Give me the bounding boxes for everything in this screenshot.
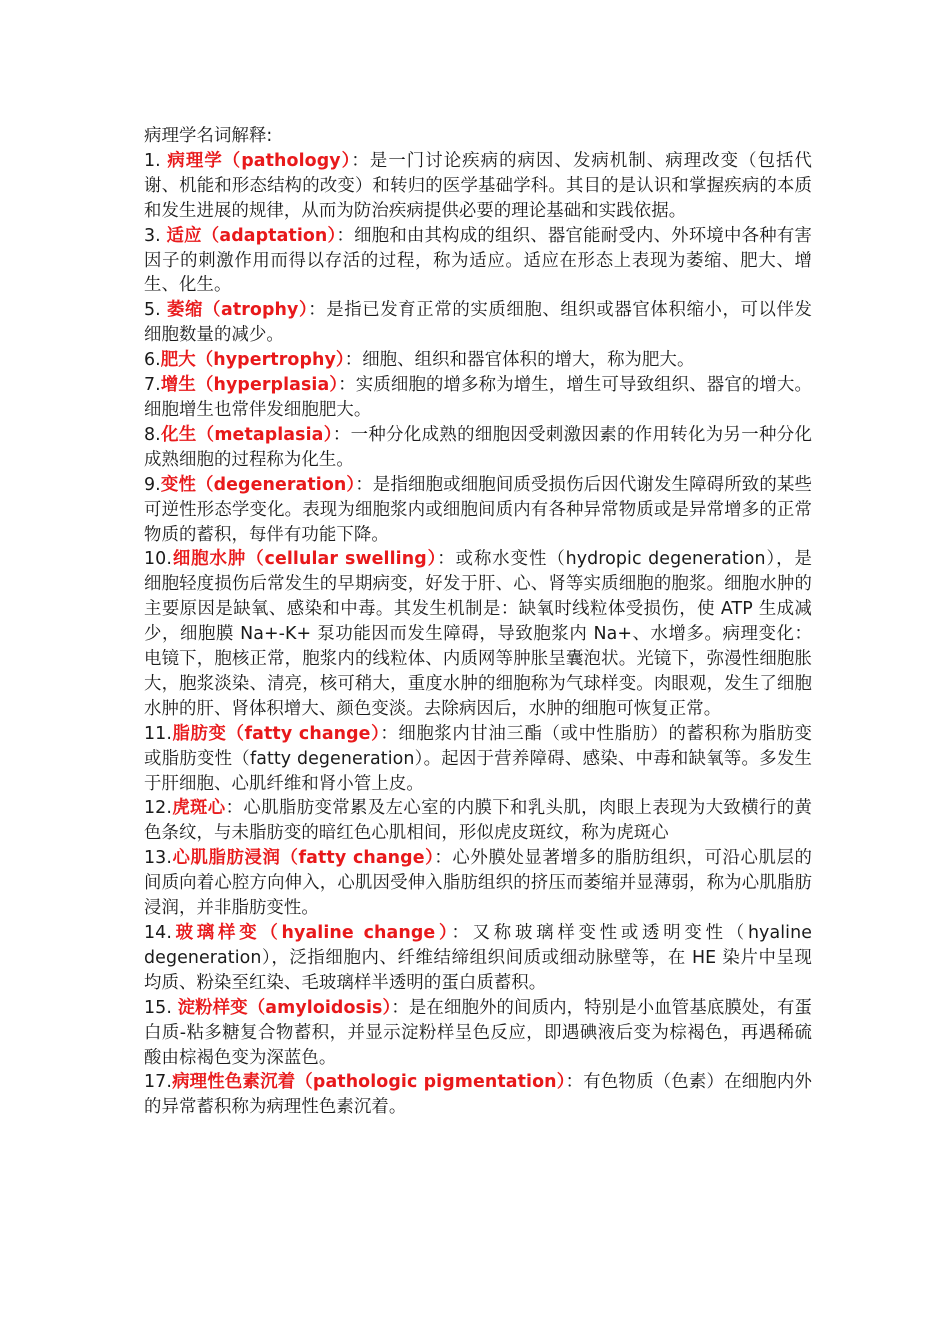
- entry-hyaline-change: [144, 921, 812, 996]
- entry-metaplasia: [144, 423, 812, 473]
- entry-number: 11.: [144, 723, 172, 744]
- term-amyloidosis: 淀粉样变（amyloidosis）: [177, 997, 392, 1018]
- term-metaplasia: 化生（metaplasia）: [160, 424, 333, 445]
- entry-number: 14.: [144, 923, 172, 943]
- term-atrophy: 萎缩（atrophy）: [166, 300, 309, 321]
- entry-tiger-heart: [144, 796, 812, 846]
- entry-hypertrophy: [144, 348, 812, 373]
- term-pathology: 病理学（pathology）: [167, 150, 352, 171]
- entry-number: 15.: [144, 997, 178, 1018]
- entry-fatty-infiltration: [144, 846, 812, 921]
- term-degeneration: 变性（degeneration）: [160, 474, 356, 495]
- entry-fatty-change: [144, 722, 812, 797]
- entry-definition: ：或称水变性（hydropic degeneration），是细胞轻度损伤后常发生的早期病变，好发于肝、心、肾等实质细胞的胞浆。细胞水肿的主要原因是缺氧、感染和中毒。其发生机制是：缺氧时线粒体受损伤，使 ATP 生成减少，细胞膜 Na+-K+ 泵功能因而发生障碍，导致胞浆内 Na+、水增多。病理变化：电镜下，胞核正常，胞浆内的线粒体、内质网等肿胀呈囊泡状。光镜下，弥漫性细胞胀大，胞浆淡染、清亮，核可稍大，重度水肿的细胞称为气球样变。肉眼观，发生了细胞水肿的肝、肾体积增大、颜色变淡。去除病因后，水肿的细胞可恢复正常。: [144, 549, 812, 719]
- entry-definition: ：又称玻璃样变性或透明变性（hyaline degeneration），泛指细胞内、纤维结缔组织间质或细动脉壁等，在 HE 染片中呈现均质、粉染至红染、毛玻璃样半透明的蛋白质蓄积。: [144, 923, 812, 993]
- entry-pathologic-pigmentation: [144, 1070, 812, 1120]
- entry-number: 13.: [144, 848, 172, 869]
- document-page: [144, 124, 812, 1120]
- entry-adaptation: [144, 224, 812, 299]
- entry-number: 7.: [144, 375, 161, 396]
- entry-definition: ：是一门讨论疾病的病因、发病机制、病理改变（包括代谢、机能和形态结构的改变）和转归的医学基础学科。其目的是认识和掌握疾病的本质和发生进展的规律，从而为防治疾病提供必要的理论基础和实践依据。: [144, 150, 812, 221]
- entry-number: 8.: [144, 424, 161, 445]
- term-pathologic-pigmentation: 病理性色素沉着（pathologic pigmentation）: [171, 1072, 566, 1093]
- term-hyaline-change: 玻璃样变（hyaline change）: [171, 923, 452, 943]
- term-cellular-swelling: 细胞水肿（cellular swelling）: [171, 549, 438, 570]
- entry-number: 6.: [144, 350, 161, 371]
- entry-definition: ：有色物质（色素）在细胞内外的异常蓄积称为病理性色素沉着。: [144, 1072, 812, 1118]
- entry-pathology: [144, 149, 812, 224]
- term-fatty-infiltration: 心肌脂肪浸润（fatty change）: [171, 848, 435, 869]
- entry-hyperplasia: [144, 373, 812, 423]
- entry-degeneration: [144, 473, 812, 548]
- entry-definition: ：心外膜处显著增多的脂肪组织，可沿心肌层的间质向着心腔方向伸入，心肌因受伸入脂肪组织的挤压而萎缩并显薄弱，称为心肌脂肪浸润，并非脂肪变性。: [144, 848, 812, 919]
- term-hyperplasia: 增生（hyperplasia）: [160, 375, 339, 396]
- entry-number: 1.: [144, 150, 168, 171]
- entry-amyloidosis: [144, 996, 812, 1071]
- entry-cellular-swelling: [144, 547, 812, 721]
- entry-definition: ：是指细胞或细胞间质受损伤后因代谢发生障碍所致的某些可逆性形态学变化。表现为细胞浆内或细胞间质内有各种异常物质或是异常增多的正常物质的蓄积，每伴有功能下降。: [144, 474, 812, 545]
- entry-definition: ：是在细胞外的间质内，特别是小血管基底膜处，有蛋白质-粘多糖复合物蓄积，并显示淀粉样呈色反应，即遇碘液后变为棕褐色，再遇稀硫酸由棕褐色变为深蓝色。: [144, 997, 812, 1068]
- document-title: 病理学名词解释:: [144, 126, 273, 146]
- term-tiger-heart: 虎斑心: [171, 798, 226, 819]
- term-hypertrophy: 肥大（hypertrophy）: [160, 350, 345, 371]
- entry-definition: ：实质细胞的增多称为增生，增生可导致组织、器官的增大。细胞增生也常伴发细胞肥大。: [144, 375, 813, 420]
- entry-definition: ：细胞浆内甘油三酯（或中性脂肪）的蓄积称为脂肪变或脂肪变性（fatty degeneration）。起因于营养障碍、感染、中毒和缺氧等。多发生于肝细胞、心肌纤维和肾小管上皮。: [144, 723, 812, 794]
- entry-definition: ：细胞、组织和器官体积的增大，称为肥大。: [344, 350, 695, 371]
- entry-number: 3.: [144, 225, 167, 246]
- entry-definition: ：一种分化成熟的细胞因受刺激因素的作用转化为另一种分化成熟细胞的过程称为化生。: [144, 424, 813, 470]
- entry-number: 17.: [144, 1072, 172, 1093]
- entry-number: 12.: [144, 798, 172, 819]
- entry-number: 5.: [144, 300, 167, 321]
- entry-number: 9.: [144, 474, 161, 495]
- entry-definition: ：是指已发育正常的实质细胞、组织或器官体积缩小，可以伴发细胞数量的减少。: [144, 300, 813, 346]
- entry-definition: ：细胞和由其构成的组织、器官能耐受内、外环境中各种有害因子的刺激作用而得以存活的过程，称为适应。适应在形态上表现为萎缩、肥大、增生、化生。: [144, 225, 812, 296]
- entry-definition: ：心肌脂肪变常累及左心室的内膜下和乳头肌，肉眼上表现为大致横行的黄色条纹，与未脂肪变的暗红色心肌相间，形似虎皮斑纹，称为虎斑心: [144, 798, 812, 844]
- entry-atrophy: [144, 298, 812, 348]
- entry-number: 10.: [144, 549, 172, 570]
- term-adaptation: 适应（adaptation）: [166, 225, 337, 246]
- term-fatty-change: 脂肪变（fatty change）: [171, 723, 381, 744]
